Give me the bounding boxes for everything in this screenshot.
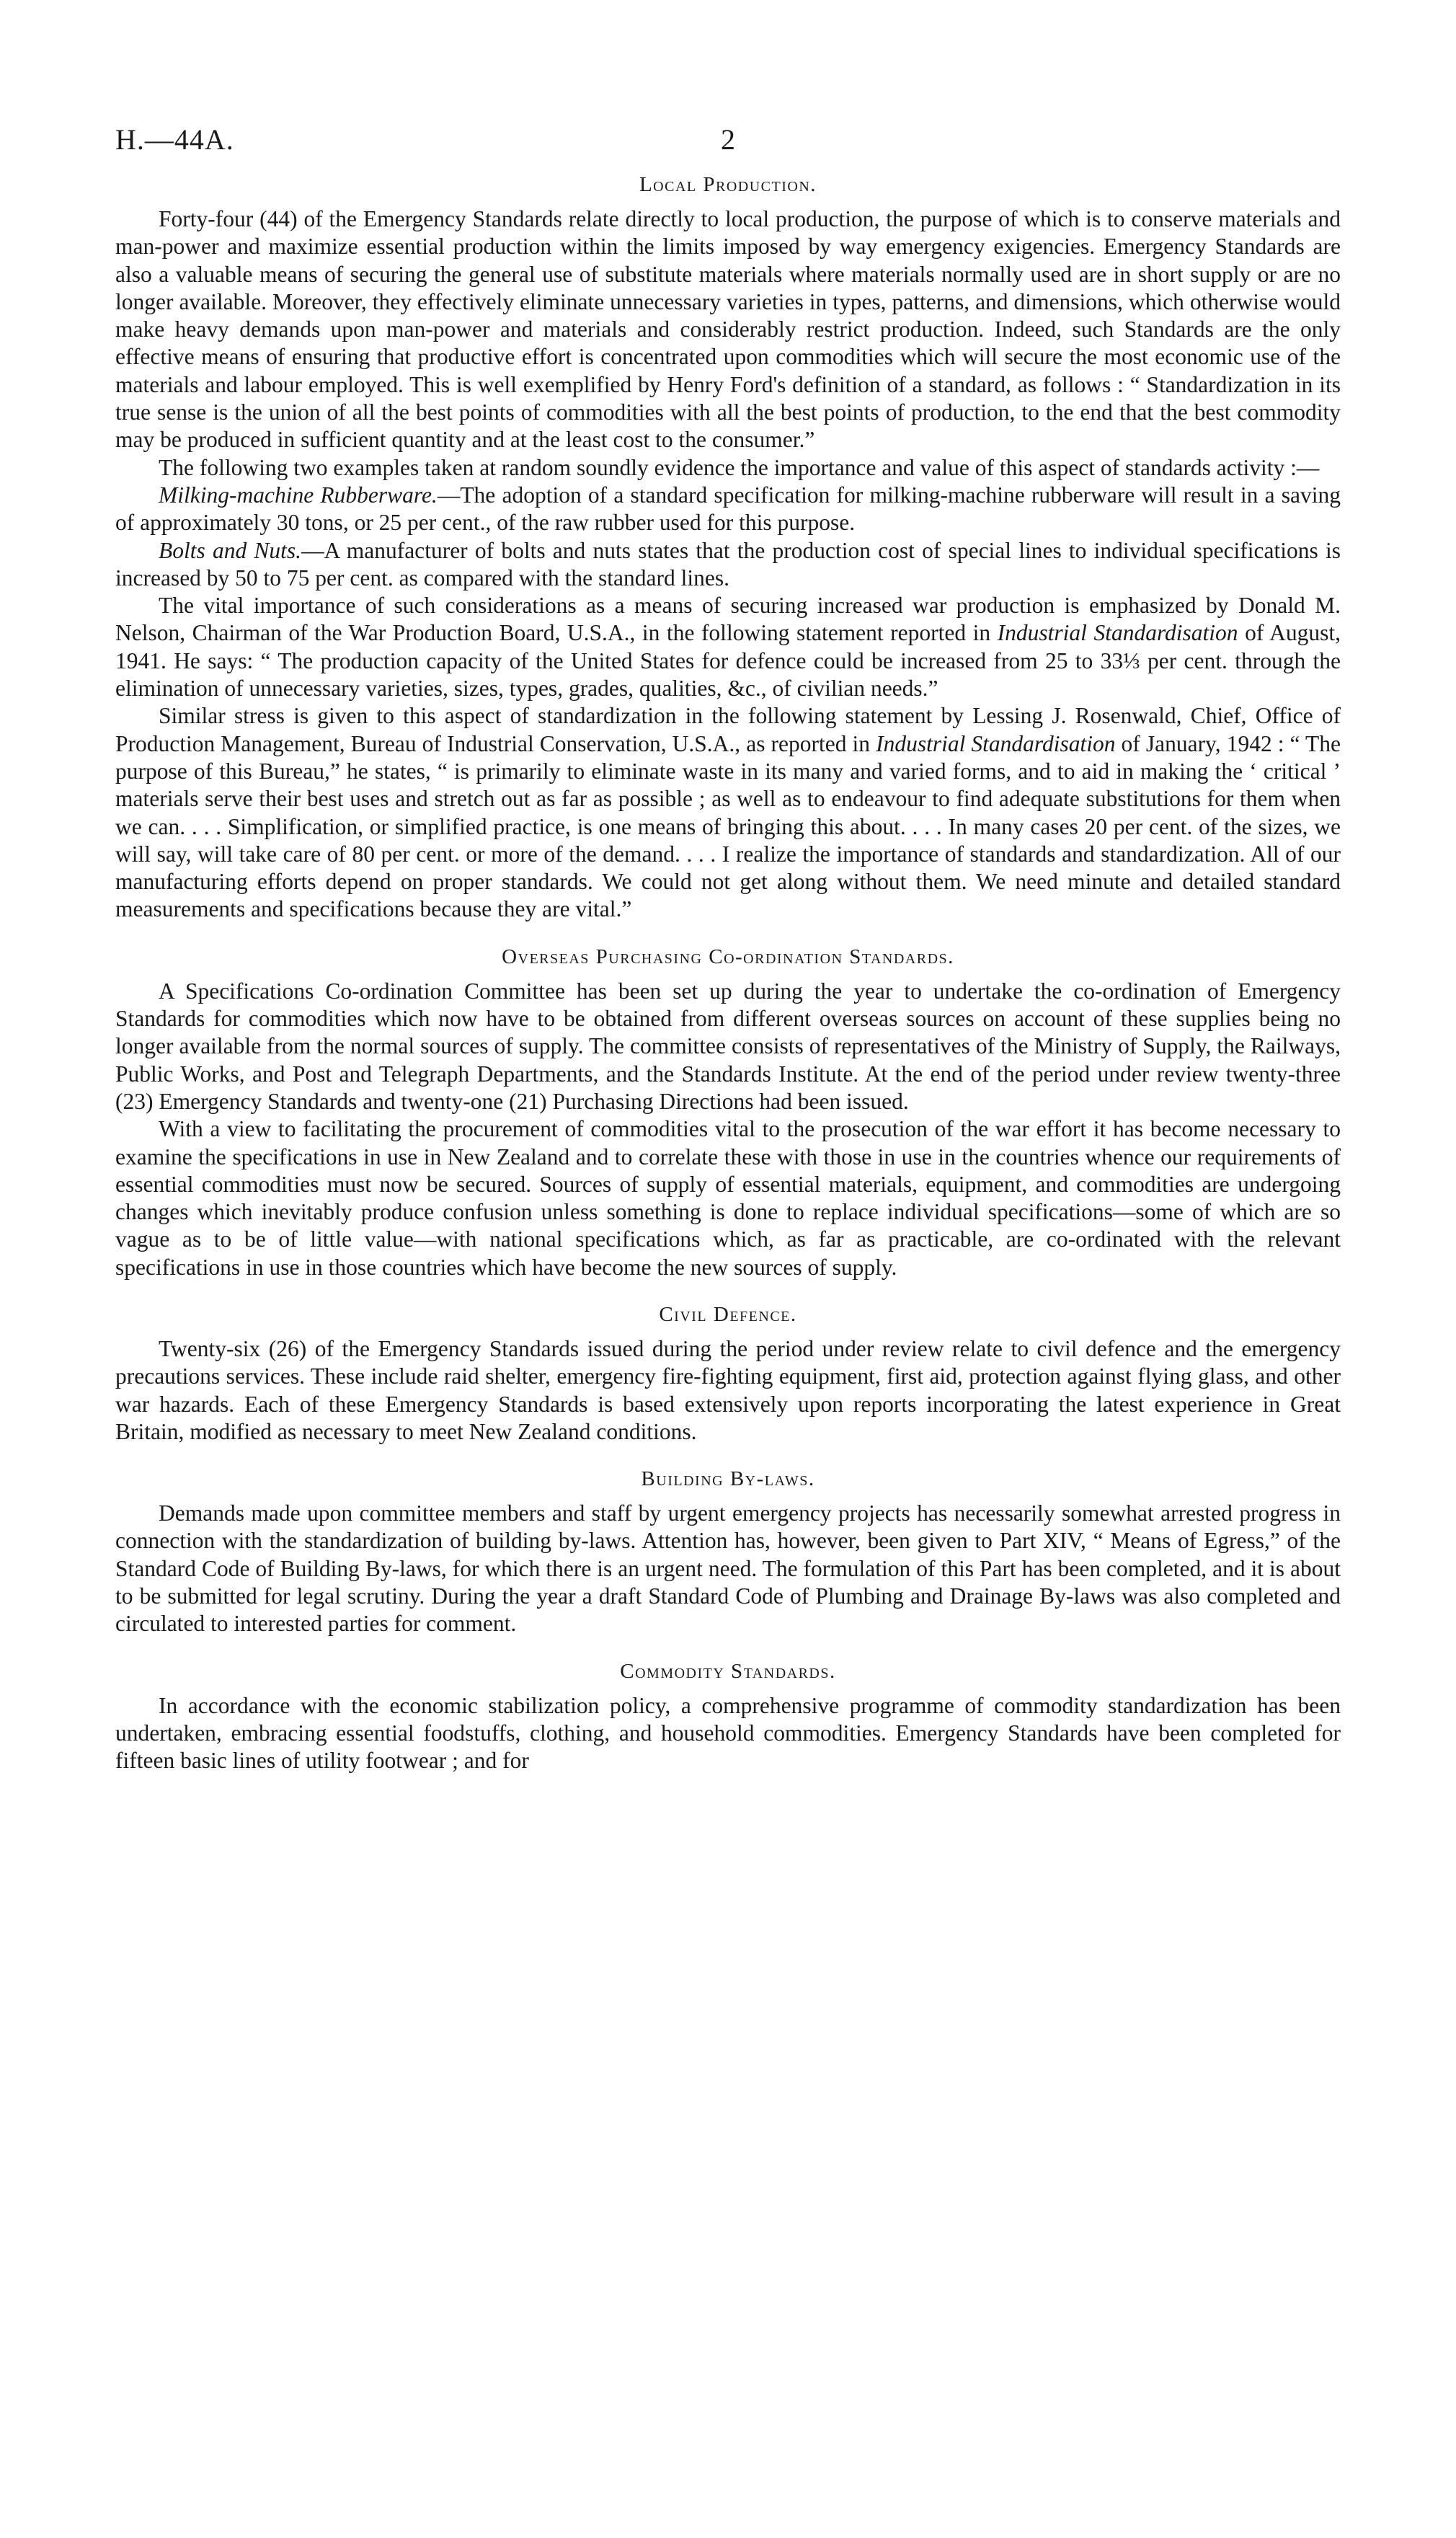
document-page (115, 123, 1341, 2502)
section-heading-local-production: Local Production. (639, 173, 817, 196)
paragraph: Demands made upon committee members and staff by urgent emergency projects has necessarily somewhat arrested progress in connection with the standardization of building by-laws. Attention has, however, been given to Part XIV, “ Means of Egress,” of the Standard Code of Building By-laws, for which there is an urgent need. The formulation of this Part has been completed, and it is about to be submitted for legal scrutiny. During the year a draft Standard Code of Plumbing and Drainage By-laws was also completed and circulated to interested parties for comment. (115, 1500, 1341, 1637)
paragraph-lead: Milking-machine Rubberware. (159, 482, 438, 508)
page-number: 2 (721, 123, 735, 156)
paragraph: Forty-four (44) of the Emergency Standards relate directly to local production, the purpose of which is to conserve materials and man-power and maximize essential production within the limits imposed by way emergency exigencies. Emergency Standards are also a valuable means of securing the general use of substitute materials where materials normally used are in short supply or are no longer available. Moreover, they effectively eliminate unnecessary varieties in types, patterns, and dimensions, which otherwise would make heavy demands upon man-power and materials and considerably restrict production. Indeed, such Standards are the only effective means of ensuring that productive effort is concentrated upon commodities which will secure the most economic use of the materials and labour employed. This is well exemplified by Henry Ford's definition of a standard, as follows : “ Standardization in its true sense is the union of all the best points of commodities with all the best points of production, to the end that the best commodity may be produced in sufficient quantity and at the least cost to the consumer.” (115, 206, 1341, 453)
section-heading-commodity-standards: Commodity Standards. (620, 1659, 836, 1683)
section-heading-building-by-laws: Building By-laws. (641, 1467, 815, 1491)
paragraph: Twenty-six (26) of the Emergency Standards issued during the period under review relate to civil defence and the emergency precautions services. These include raid shelter, emergency fire-fighting equipment, first aid, protection against flying glass, and other war hazards. Each of these Emergency Standards is based extensively upon reports incorporating the latest experience in Great Britain, modified as necessary to meet New Zealand conditions. (115, 1335, 1341, 1444)
paragraph: A Specifications Co-ordination Committee has been set up during the year to undertake the co-ordination of Emergency Standards for commodities which now have to be obtained from different overseas sources on account of these supplies being no longer available from the normal sources of supply. The committee consists of representatives of the Ministry of Supply, the Railways, Public Works, and Post and Telegraph Departments, and the Standards Institute. At the end of the period under review twenty-three (23) Emergency Standards and twenty-one (21) Purchasing Directions had been issued. (115, 978, 1341, 1114)
paragraph: Similar stress is given to this aspect of standardization in the following statement by Lessing J. Rosenwald, Chief, Office of Production Management, Bureau of Industrial Conservation, U.S.A., as reported in Industrial Standardisation of January, 1942 : “ The purpose of this Bureau,” he states, “ is primarily to eliminate waste in its many and varied forms, and to aid in making the ‘ critical ’ materials serve their best uses and stretch out as far as possible ; as well as to endeavour to find adequate substitutions for them when we can. . . . Simplification, or simplified practice, is one means of bringing this about. . . . In many cases 20 per cent. of the sizes, we will say, will take care of 80 per cent. or more of the demand. . . . I realize the importance of standards and standardization. All of our manufacturing efforts depend on proper standards. We could not get along without them. We need minute and detailed standard measurements and specifications because they are vital.” (115, 703, 1341, 922)
paragraph: The following two examples taken at random soundly evidence the importance and value of this aspect of standards activity :— (159, 454, 1320, 480)
paragraph: The vital importance of such considerations as a means of securing increased war production is emphasized by Donald M. Nelson, Chairman of the War Production Board, U.S.A., in the following statement reported in Industrial Standardisation of August, 1941. He says: “ The production capacity of the United States for defence could be increased from 25 to 33⅓ per cent. through the elimination of unnecessary varieties, sizes, types, grades, qualities, &c., of civilian needs.” (115, 593, 1341, 702)
running-head (115, 123, 1341, 173)
paragraph: Milking-machine Rubberware.—The adoption of a standard specification for milking-machine rubberware will result in a saving of approximately 30 tons, or 25 per cent., of the raw rubber used for this purpose. (115, 482, 1341, 536)
paragraph: Bolts and Nuts.—A manufacturer of bolts and nuts states that the production cost of special lines to individual specifications is increased by 50 to 75 per cent. as compared with the standard lines. (115, 537, 1341, 591)
paragraph: With a view to facilitating the procurement of commodities vital to the prosecution of the war effort it has become necessary to examine the specifications in use in New Zealand and to correlate these with those in use in the countries whence our requirements of essential commodities must now be secured. Sources of supply of essential materials, equipment, and commodities are undergoing changes which inevitably produce confusion unless something is done to replace individual specifications—some of which are so vague as to be of little value—with national specifications which, as far as practicable, are co-ordinated with the relevant specifications in use in those countries which have become the new sources of supply. (115, 1116, 1341, 1280)
section-heading-civil-defence: Civil Defence. (659, 1302, 797, 1326)
paragraph-lead: Bolts and Nuts. (159, 537, 302, 563)
document-reference: H.—44A. (115, 123, 234, 156)
paragraph: In accordance with the economic stabilization policy, a comprehensive programme of commodity standardization has been undertaken, embracing essential foodstuffs, clothing, and household commodities. Emergency Standards have been completed for fifteen basic lines of utility footwear ; and for (115, 1692, 1341, 1774)
section-heading-overseas-purchasing: Overseas Purchasing Co-ordination Standards. (502, 945, 954, 968)
